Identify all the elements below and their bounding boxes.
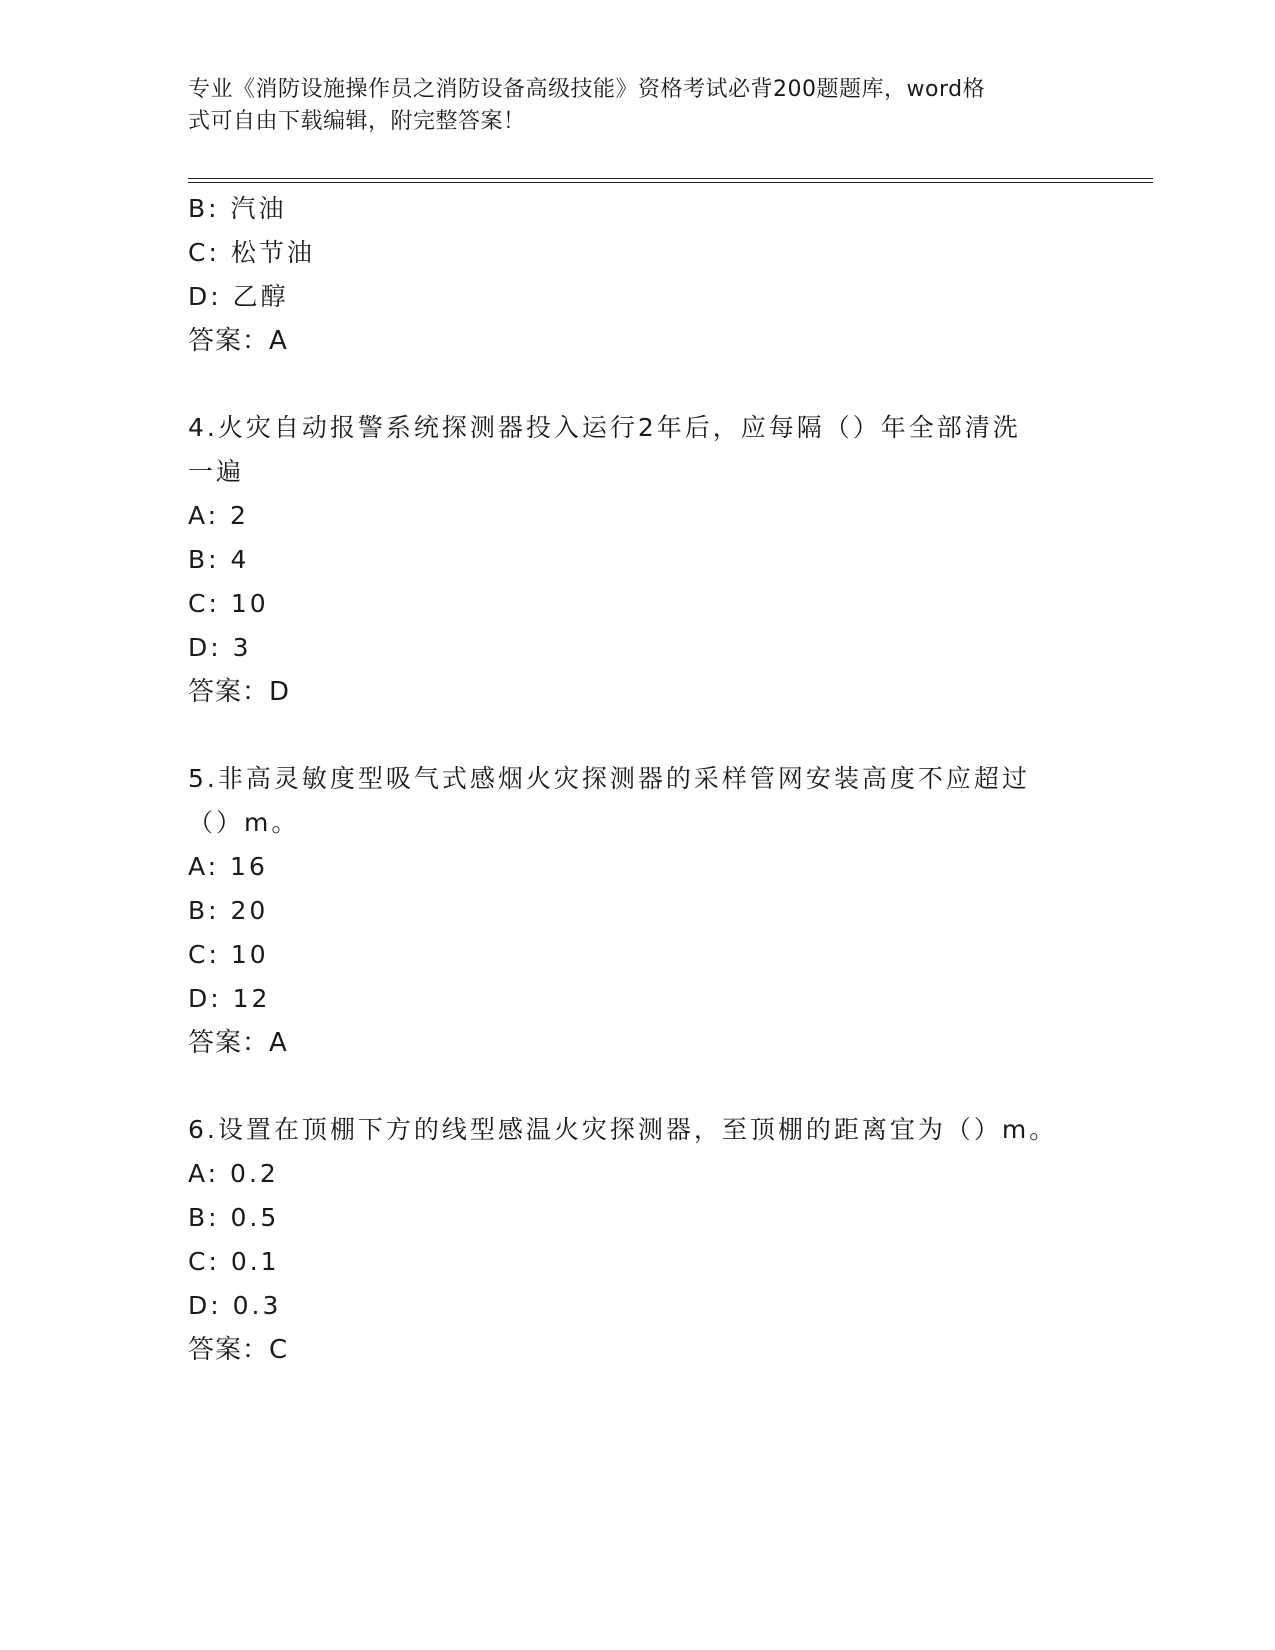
q6-option-b: B: 0.5	[188, 1203, 280, 1232]
q3-option-b: B: 汽油	[188, 194, 287, 223]
q4-option-c: C: 10	[188, 589, 269, 618]
header-line-1: 专业《消防设施操作员之消防设备高级技能》资格考试必背200题题库，word格	[188, 77, 986, 102]
q6-answer: 答案：C	[188, 1335, 289, 1365]
header-divider-bottom	[188, 182, 1153, 183]
q5-option-c: C: 10	[188, 940, 269, 969]
header-line-2: 式可自由下载编辑，附完整答案！	[188, 109, 526, 134]
q4-answer: 答案：D	[188, 677, 291, 707]
q6-option-a: A: 0.2	[188, 1159, 279, 1188]
q5-stem-line-1: 5.非高灵敏度型吸气式感烟火灾探测器的采样管网安装高度不应超过	[188, 764, 1030, 793]
q4-option-d: D: 3	[188, 633, 252, 662]
q4-option-a: A: 2	[188, 501, 249, 530]
q5-option-b: B: 20	[188, 896, 269, 925]
q3-answer: 答案：A	[188, 326, 288, 356]
q6-stem-line-1: 6.设置在顶棚下方的线型感温火灾探测器，至顶棚的距离宜为（）m。	[188, 1115, 1058, 1144]
q4-stem-line-2: 一遍	[188, 457, 245, 486]
q4-option-b: B: 4	[188, 545, 250, 574]
q5-option-a: A: 16	[188, 852, 268, 881]
q3-option-c: C: 松节油	[188, 238, 315, 267]
header-divider-top	[188, 178, 1153, 179]
q6-option-c: C: 0.1	[188, 1247, 280, 1276]
document-header	[188, 74, 1068, 138]
q5-answer: 答案：A	[188, 1028, 288, 1058]
q5-stem-line-2: （）m。	[188, 808, 300, 837]
q6-option-d: D: 0.3	[188, 1291, 282, 1320]
q4-stem-line-1: 4.火灾自动报警系统探测器投入运行2年后，应每隔（）年全部清洗	[188, 413, 1021, 442]
q5-option-d: D: 12	[188, 984, 271, 1013]
q3-option-d: D: 乙醇	[188, 282, 289, 311]
